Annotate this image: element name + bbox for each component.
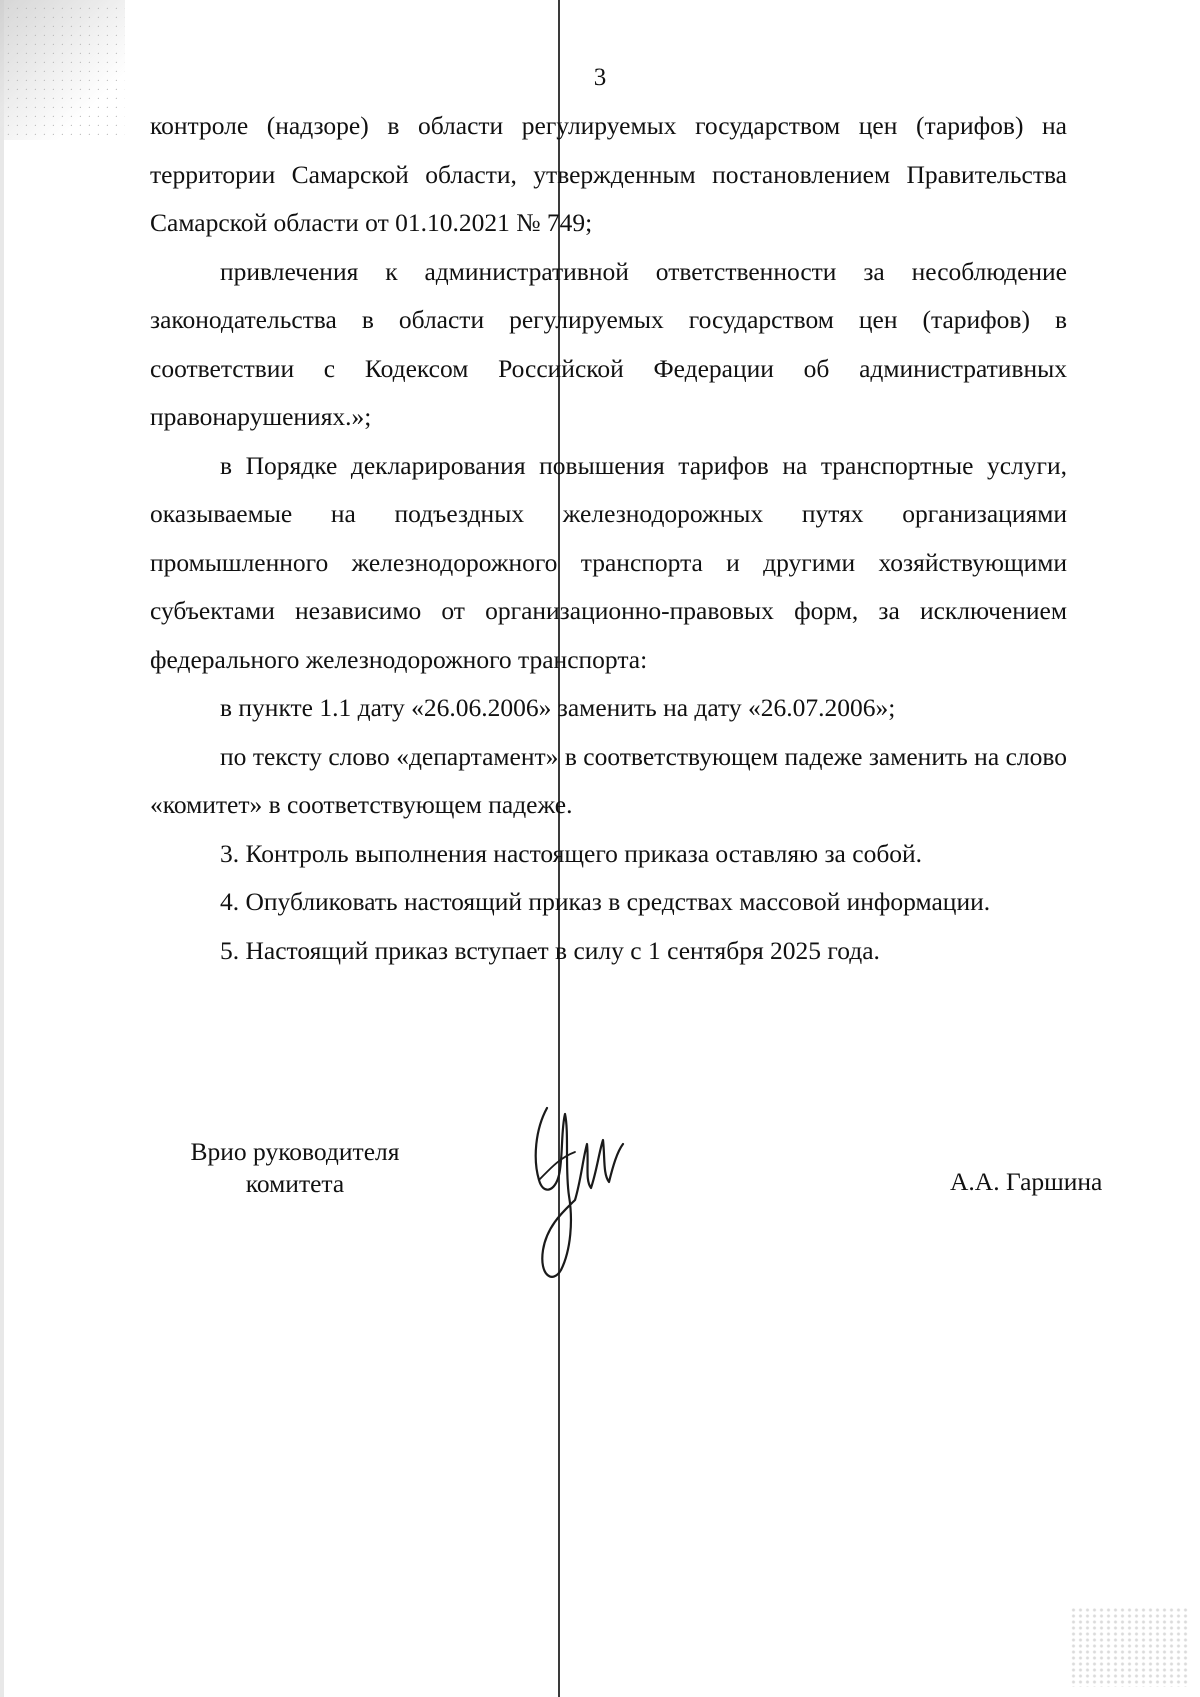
paragraph: по тексту слово «департамент» в соответствующем падеже заменить на слово «комитет» в соответствующем падеже.: [150, 741, 1067, 819]
paragraph: 5. Настоящий приказ вступает в силу с 1 сентября 2025 года.: [220, 935, 880, 965]
signatory-position-line: комитета: [245, 1169, 345, 1198]
signatory-position-line: Врио руководителя: [190, 1137, 400, 1166]
paragraph: в пункте 1.1 дату «26.06.2006» заменить на дату «26.07.2006»;: [220, 693, 896, 722]
paragraph: привлечения к административной ответственности за несоблюдение законодательства в области регулируемых государством цен (тарифов) в соответствии с Кодексом Российской Федерации об административных правонарушениях.»;: [150, 256, 1067, 431]
signatory-name: А.А. Гаршина: [950, 1167, 1103, 1196]
handwritten-signature-icon: [525, 1100, 635, 1285]
page-number: 3: [593, 64, 607, 91]
paragraph: 3. Контроль выполнения настоящего приказа оставляю за собой.: [220, 838, 923, 868]
signatory-position: [160, 1136, 430, 1200]
paragraph: 4. Опубликовать настоящий приказ в средствах массовой информации.: [220, 887, 991, 916]
paragraph: в Порядке декларирования повышения тарифов на транспортные услуги, оказываемые на подъездных железнодорожных путях организациями промышленного железнодорожного транспорта и другими хозяйствующими субъектами независимо от организационно-правовых форм, за исключением федерального железнодорожного транспорта:: [150, 450, 1067, 674]
paragraph: контроле (надзоре) в области регулируемых государством цен (тарифов) на территории Самарской области, утвержденным постановлением Правительства Самарской области от 01.10.2021 № 749;: [150, 111, 1067, 237]
